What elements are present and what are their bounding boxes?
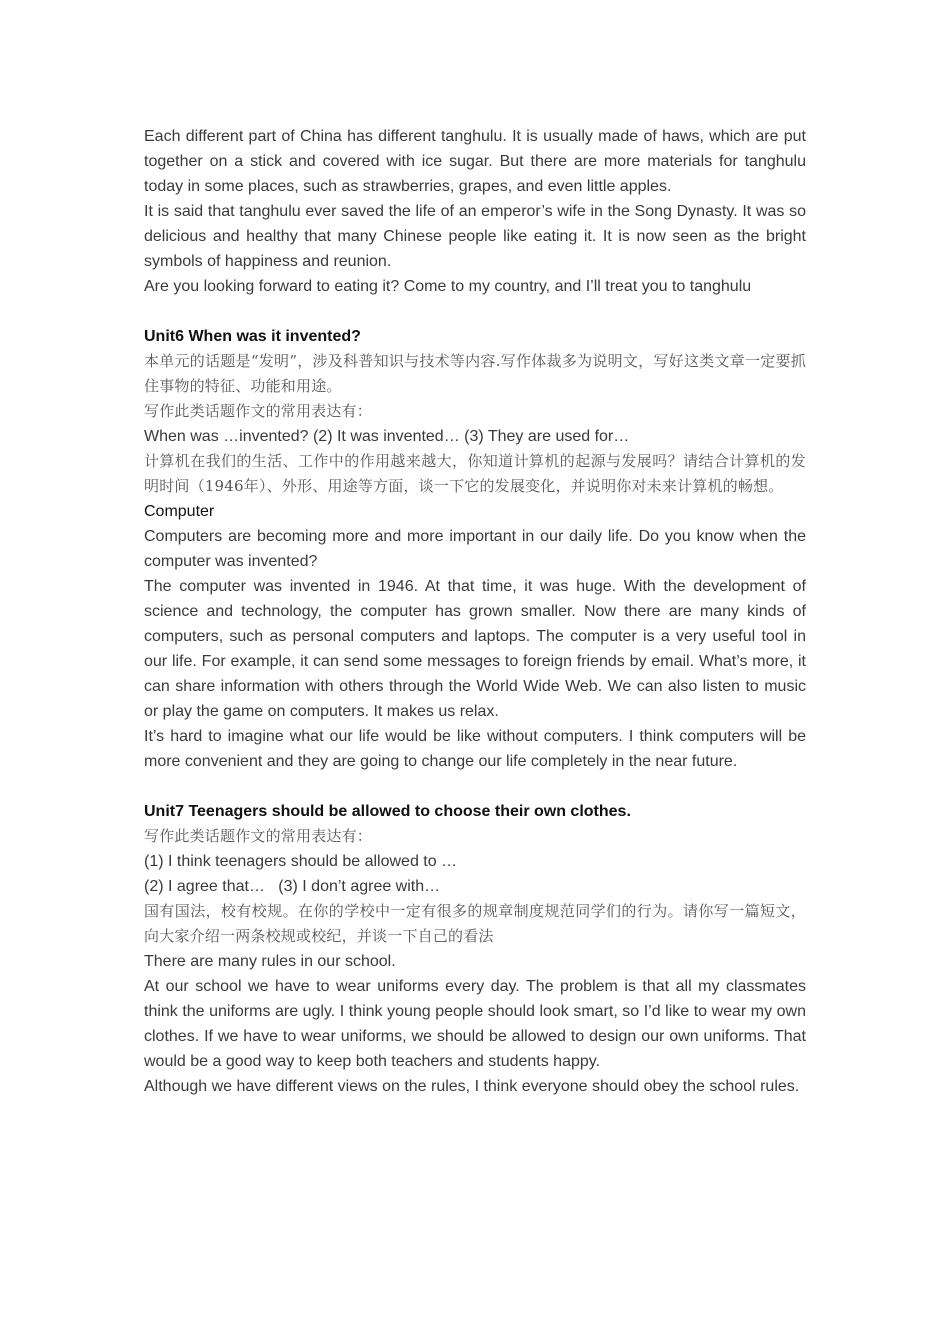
unit7-heading: Unit7 Teenagers should be allowed to choose their own clothes. [144,803,631,820]
unit7-essay-paragraph-1: There are many rules in our school. [144,953,396,970]
unit6-essay-paragraph-2: The computer was invented in 1946. At that time, it was huge. With the development of science and technology, the computer has grown smaller. Now there are many kinds of computers, such as personal computers and laptops. The computer is a very useful tool in our life. For example, it can send some messages to foreign friends by email. What’s more, it can share information with others through the World Wide Web. We can also listen to music or play the game on computers. It makes us relax. [144,578,806,720]
unit7-expression-1: (1) I think teenagers should be allowed to … [144,853,458,870]
unit7-essay-paragraph-3: Although we have different views on the rules, I think everyone should obey the school rules. [144,1078,800,1095]
unit6-expressions-label: 写作此类话题作文的常用表达有： [144,402,373,420]
section-spacer [144,774,806,799]
unit7-task-chinese: 国有国法，校有校规。在你的学校中一定有很多的规章制度规范同学们的行为。请你写一篇短文，向大家介绍一两条校规或校纪，并谈一下自己的看法 [144,902,806,945]
unit6-heading: Unit6 When was it invented? [144,328,361,345]
unit7-expression-2: (2) I agree that… (3) I don’t agree with… [144,878,441,895]
tanghulu-paragraph-3: Are you looking forward to eating it? Come to my country, and I’ll treat you to tanghulu [144,278,752,295]
unit6-expressions: When was …invented? (2) It was invented… (3) They are used for… [144,428,630,445]
unit7-expressions-label: 写作此类话题作文的常用表达有： [144,827,373,845]
section-spacer [144,299,806,324]
document-body [144,124,806,1099]
unit6-task-chinese: 计算机在我们的生活、工作中的作用越来越大，你知道计算机的起源与发展吗？请结合计算机的发明时间（1946年）、外形、用途等方面，谈一下它的发展变化，并说明你对未来计算机的畅想。 [144,452,806,495]
tanghulu-paragraph-1: Each different part of China has different tanghulu. It is usually made of haws, which are put together on a stick and covered with ice sugar. But there are more materials for tanghulu today in some places, such as strawberries, grapes, and even little apples. [144,128,806,195]
unit6-intro-chinese: 本单元的话题是“发明”，涉及科普知识与技术等内容.写作体裁多为说明文，写好这类文章一定要抓住事物的特征、功能和用途。 [144,352,806,395]
unit6-essay-paragraph-1: Computers are becoming more and more important in our daily life. Do you know when the computer was invented? [144,528,806,570]
unit6-essay-title: Computer [144,503,215,520]
unit7-essay-paragraph-2: At our school we have to wear uniforms every day. The problem is that all my classmates think the uniforms are ugly. I think young people should look smart, so I’d like to wear my own clothes. If we have to wear uniforms, we should be allowed to design our own uniforms. That would be a good way to keep both teachers and students happy. [144,978,806,1070]
unit6-essay-paragraph-3: It’s hard to imagine what our life would be like without computers. I think computers will be more convenient and they are going to change our life completely in the near future. [144,728,806,770]
tanghulu-paragraph-2: It is said that tanghulu ever saved the life of an emperor’s wife in the Song Dynasty. It was so delicious and healthy that many Chinese people like eating it. It is now seen as the bright symbols of happiness and reunion. [144,203,806,270]
